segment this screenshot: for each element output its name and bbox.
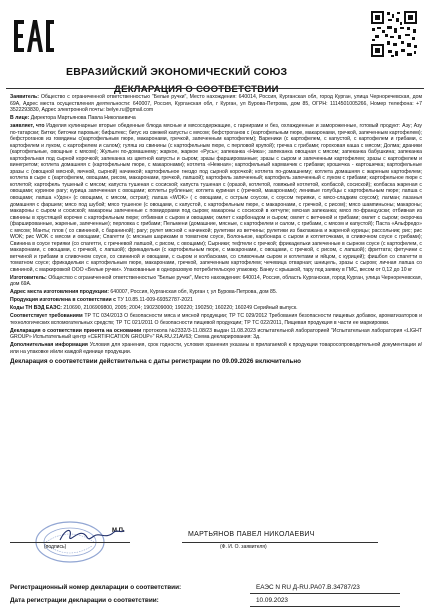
person-label: В лице: [10, 115, 30, 122]
declares-label: заявляет, что [10, 122, 45, 129]
production-text: 640007, Россия, Курганская обл, Курган г, ул Бурова-Петрова, дом 85. [108, 289, 278, 296]
requirements-label: Соответствует требованиям [10, 313, 83, 320]
union-heading: ЕВРАЗИЙСКИЙ ЭКОНОМИЧЕСКИЙ СОЮЗ [66, 66, 288, 78]
standard-text: ТУ 10.85.11-009-69352787-2021 [115, 297, 193, 304]
manufacturer-text: Общество с ограниченной ответственностью "Белые ручки", Место нахождения: 640014, Россия, область Курганская, город Курган, улица Черноречевская, дом 69А. [10, 274, 422, 288]
name-caption: (Ф. И. О. заявителя) [220, 544, 267, 550]
signature-line [10, 542, 130, 543]
manufacturer-paragraph [10, 275, 422, 288]
extra-info-text: Условия для хранения, срок годности, условия хранения указаны в прилагаемой к продукции товаросопроводительной документации и/или на упаковке и/или каждой единице продукции. [10, 342, 422, 355]
registration-date-row [10, 597, 288, 604]
signature-caption: (подпись) [44, 544, 67, 550]
page-title: ДЕКЛАРАЦИЯ О СООТВЕТСТВИИ [114, 84, 279, 95]
tnved-paragraph [10, 305, 422, 312]
declares-text: Изделия кулинарные вторые обеденные блюда мясные и мясосодержащие, с гарнирами и без, охлажденные и замороженные, готовый продукт: Азу; Азу по-татарски; Битки; биточки паровые; бифштекс; бигус из свежей капусты с мясом; бефстроганов с (картофельным пюре, макаронами, гречкой, запеченным картофелем); бефстроганов из говядины с(картофельным пюре, макаронами, гречкой, запеченным картофелем); Вареники (с картофелем, с капустой, с картофелем и грибами, с картофелем и луком, с картофелем и салом); гуляш из свинины (с картофельным пюре, с перловой крупой); гречка с грибами; гороховая каша с мясом; Долма; драники (картофельные, овощные с мясом); Жульен по-домашнему; жаркое, жаркое «Русь»; запеканка «Ника»; запеканка овощная с мясом; запеканка бабушкина; запеканка картофельная под сырной корочкой; запеканка из цветной капусты и сыром; зразы фаршированные; зразы с сыром и запеченным картофелем; зразы с картофелем и винегретом; котлета домашняя с (картофельным пюре, с макаронами); котлета «Нежная»; картофельный карманчик с грибами; крошечка - картошечка; картофельные зразы с (овощной мясной, яичной, сырной) начинкой; картофельное гнездо под сырной корочкой; котлета по-домашнему; котлета домашняя с жареным картофелем; котлета в сыре с (картофелем, овощами, рисом, макаронами, гречкой, лапшой); картофель запеченный; картофель запеченный с луком с грибами; картофельное пюре с котлетой; картофель тушеный с мясом; капуста тушеная с сосиской; капуста тушеная с (оразой, котлетой, говяжьей котлетой, колбасой, сосиской); колбаска жареная с овощами; куриное рагу; курица запеченная с овощами; котлеты рубленые; котлета куриная с (гречкой, макаронами); ленивые голубцы с картофельным пюре; лапша с овощами; лапша «Удон» (с овощами, с мясом, острая); лапша «WOK» ( с овощами, с острым соусом, с соусом терияки, с мясо-сладким соусом); лагман; лазанья домашняя с фаршем; мясо под шубой; мясо тушеное (с овощами, с капустой, с картофельным пюре, с макаронами, с гречкой, с рисом); мясо шампиньоны; макароны; макароны с сыром и сосиской; макароны запеченные с помидорами под сыром; макароны с сосиской в кетчупе; мясная запеканка; мясо по-французски; отбивная из свинины в хрустящей корочке с картофельным пюре; отбивная с сыром и овощами; омлет с карбонадом и сыром; омлет с ветчиной и грибами; омлет с сыром; окорочка (фаршированные, жареные, запеченные); перловка с грибами; Пельмени (домашние, мясные, с картофелем и салом, с грибами, с мясом и капустой); Паста «Альфредо» с мясом; Манты; плов ( со свининой, с бараниной); рагу; рулет мясной с начинкой; рулетики из ветчины; рулетики из баклажана и жареной курицы; рассольник; рис; рис WOK; рис WOK с мясом и овощами; Спагетти (с мясным шариками в томатном соусе, Болоньезе, карбонара с сыром и котлеточками, в сливочном соусе с грибами); Свинина в соусе терияки (со спагетти, с гречневой лапшой, с рисом, с овощами); Сырники; тефтели с гречкой; фрикадельки запеченные в сырном соусе (с картофелем, с макаронами, с овощами, с гречкой, с лапшой); фрикадельки (с картофельным пюре, с макаронами, с овощами, с гречкой, с рисом, с лапшой); фриттата; фетучини с ветчиной и грибами в сливочном соусе, со свининой и овощами, с сыром и колбасками, со сливочным сыром и котлетами и яйцом, с курицей); фишбол со спагетти в томатном соусе; фрикадельки с картофельным пюре, макаронами, гречкой, запеченным картофелем; чечевица отварная; шницель, зразы с сыром; личная лапша со свининой, с маркировкой ООО «Белые ручки». Упакованные в одноразовую потребительскую упаковку. Банку с крышкой, тару под заявку в ГМС, весом от 0,12 до 10 кг [10, 122, 422, 273]
basis-label: Декларация о соответствии принята на основании [10, 327, 142, 334]
validity-label: Декларация о соответствии действительна с даты регистрации по 09.09.2026 включительно [10, 358, 302, 366]
registration-number-line [250, 593, 400, 594]
production-paragraph [10, 289, 422, 296]
qr-code-icon [370, 10, 418, 58]
registration-date-line [250, 606, 400, 607]
person-paragraph [10, 115, 422, 122]
registration-number-row [10, 584, 360, 591]
stamp-label: М.П. [112, 528, 125, 534]
document-header [8, 10, 422, 95]
requirements-paragraph [10, 313, 422, 326]
production-label: Адрес места изготовления продукции: [10, 289, 109, 296]
registration-number: ЕАЭС N RU Д-RU.PA07.В.34787/23 [256, 584, 360, 591]
requirements-text: ТР ТС 034/2013 О безопасности мяса и мясной продукции; ТР ТС 029/2012 Требования безопасности пищевых добавок, ароматизаторов и технологических вспомогательных средств; ТР ТС 021/2011 О безопасности пищевой продукции; ТР ТС 022/2011, Пищевая продукция в части ее маркировки. [10, 313, 423, 326]
signature-block [10, 526, 422, 576]
standard-label: Продукция изготовлена в соответствии с [10, 297, 116, 304]
extra-info-label: Дополнительная информация [10, 342, 88, 349]
tnved-text: 210690, 2106909800, 2005; 2004; 1902309000; 190220; 190250; 160220; 160249 Серийный выпуск. [62, 305, 298, 312]
basis-text: протокола №2332/3-11.08/23 выдан 11.08.2023 испытательной лабораторией "Испытательная лаборатория «LIGHT GROUP» Испытательный центр «CERTIFICATION GROUP»" RA.RU.21AV63; Схема декларирования: 3д. [10, 327, 422, 341]
applicant-text: Общество с ограниченной ответственностью "Белые ручки", Место нахождения: 640014, Россия, Курганская обл, город Курган, улица Черноречевская, дом 69А, Адрес места осуществления деятельности: 640007, Россия, Курганская обл, г Курган, ул Бурова-Петрова, дом 85, ОГРН: 1114501005266, Номер телефона: +7 3522293830, Адрес электронной почты: belye.ru@gmail.com [10, 94, 422, 114]
tnved-label: Коды ТН ВЭД ЕАЭС: [10, 305, 62, 312]
extra-info-paragraph [10, 342, 422, 355]
declaration-body [10, 94, 422, 368]
validity-paragraph [10, 358, 422, 366]
person-text: Директора Мартьянова Павла Николаевича [29, 115, 136, 122]
manufacturer-label: Изготовитель: [10, 274, 47, 281]
basis-paragraph [10, 328, 422, 341]
registration-date: 10.09.2023 [256, 597, 288, 604]
applicant-name: МАРТЬЯНОВ ПАВЕЛ НИКОЛАЕВИЧ [188, 531, 315, 538]
name-line [182, 542, 378, 543]
registration-number-label: Регистрационный номер декларации о соответствии: [10, 584, 182, 591]
standard-paragraph [10, 297, 422, 304]
header-divider [6, 88, 424, 89]
declares-paragraph [10, 123, 422, 274]
eac-mark-icon [12, 18, 56, 54]
applicant-paragraph [10, 94, 422, 114]
registration-date-label: Дата регистрации декларации о соответствии: [10, 597, 159, 604]
applicant-label: Заявитель: [10, 94, 39, 100]
